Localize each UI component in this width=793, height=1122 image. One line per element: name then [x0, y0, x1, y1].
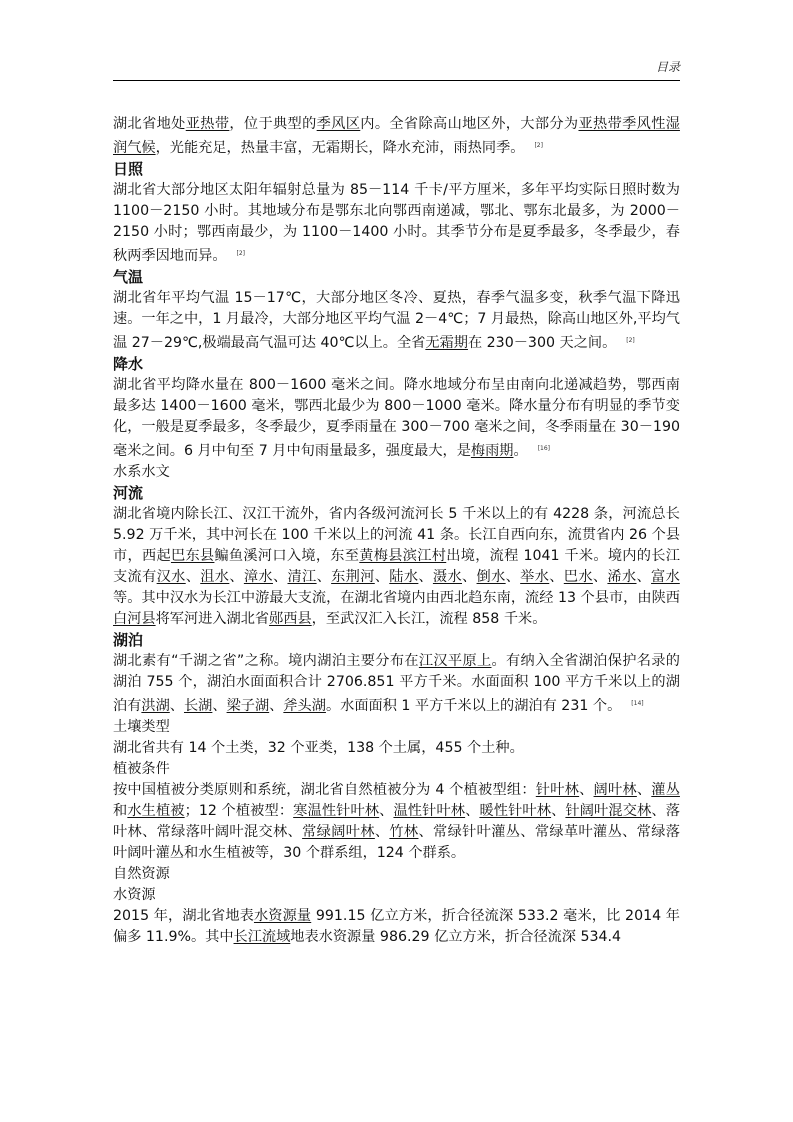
text-run: 。有纳入全省湖泊保护名录的湖泊 755 个，湖泊水面面积合计 2706.851 平方千米。水面面积 100 平方千米以上的湖泊有	[113, 653, 680, 714]
heading-vegetation: 植被条件	[113, 761, 170, 777]
text-run: 、	[465, 803, 480, 819]
text-run: 湖北省共有 14 个土类，32 个亚类，138 个土属，455 个土种。	[113, 740, 524, 756]
text-run: 、	[418, 569, 433, 585]
wiki-link[interactable]: 浠水	[607, 569, 637, 585]
text-run: 将军河进入湖北省	[155, 611, 270, 627]
heading-precipitation: 降水	[113, 355, 144, 373]
text-run: 、	[551, 803, 566, 819]
heading-temperature: 气温	[113, 268, 144, 286]
citation-marker[interactable]: [2]	[534, 142, 543, 149]
wiki-link[interactable]: 竹林	[389, 824, 419, 840]
wiki-link[interactable]: 季风区	[316, 116, 361, 132]
text-run: 湖北省地处	[113, 116, 186, 132]
text-run: 湖北素有“千湖之省”之称。境内湖泊主要分布在	[113, 653, 419, 669]
text-run: 、	[374, 569, 390, 585]
text-run: 等。其中汉水为长江中游最大支流，在湖北省境内由西北趋东南，流经 13 个县市，由陕西	[113, 590, 680, 606]
wiki-link[interactable]: 针阔叶混交林	[565, 803, 652, 819]
wiki-link[interactable]: 长江流域	[233, 929, 291, 945]
wiki-link[interactable]: 亚热带	[185, 116, 230, 132]
citation-marker[interactable]: [2]	[626, 337, 635, 344]
text-run: 、	[169, 698, 184, 714]
heading-water-resources: 水资源	[113, 887, 156, 903]
wiki-link[interactable]: 滨江村	[402, 548, 447, 564]
wiki-link[interactable]: 洪湖	[141, 698, 170, 714]
wiki-link[interactable]: 常绿阔叶林	[302, 824, 375, 840]
heading-sunshine: 日照	[113, 160, 144, 178]
wiki-link[interactable]: 阔叶林	[593, 782, 637, 798]
heading-soil: 土壤类型	[113, 719, 170, 735]
water-resources-paragraph	[113, 906, 680, 948]
wiki-link[interactable]: 陆水	[389, 569, 419, 585]
vegetation-paragraph	[113, 780, 680, 864]
wiki-link[interactable]: 水生植被	[127, 803, 185, 819]
wiki-link[interactable]: 白河县	[113, 611, 156, 627]
wiki-link[interactable]: 东荆河	[331, 569, 375, 585]
text-run: 、	[272, 569, 288, 585]
document-body	[113, 114, 680, 948]
wiki-link[interactable]: 灌丛	[651, 782, 680, 798]
temperature-paragraph	[113, 288, 680, 354]
text-run: ；12 个植被型：	[184, 803, 294, 819]
text-run: 按中国植被分类原则和系统，湖北省自然植被分为 4 个植被型组：	[113, 782, 536, 798]
wiki-link[interactable]: 漳水	[243, 569, 273, 585]
wiki-link[interactable]: 倒水	[476, 569, 506, 585]
wiki-link[interactable]: 黄梅县	[359, 548, 403, 564]
header-rule	[113, 80, 680, 81]
text-run: 、	[505, 569, 521, 585]
text-run: 、	[316, 569, 332, 585]
sunshine-paragraph	[113, 180, 680, 267]
climate-intro-paragraph	[113, 114, 680, 159]
text-run: 、	[229, 569, 244, 585]
header-label: 目录	[655, 60, 680, 74]
rivers-paragraph	[113, 504, 680, 630]
wiki-link[interactable]: 汉水	[156, 569, 186, 585]
wiki-link[interactable]: 长湖	[183, 698, 213, 714]
wiki-link[interactable]: 亚热带季风性湿润气候	[113, 116, 680, 156]
text-run: 、	[592, 569, 608, 585]
text-run: 、	[549, 569, 564, 585]
text-run: 、	[462, 569, 477, 585]
soil-paragraph	[113, 738, 680, 759]
text-run: 、	[636, 569, 652, 585]
text-run: 地表水资源量 986.29 亿立方米，折合径流深 534.4	[290, 929, 622, 945]
wiki-link[interactable]: 暖性针叶林	[479, 803, 552, 819]
lakes-paragraph	[113, 651, 680, 717]
text-run: 出境，流程 1041 千米。境内的长江支流有	[113, 548, 680, 585]
text-run: 、	[636, 782, 652, 798]
citation-marker[interactable]: [16]	[537, 445, 551, 452]
text-run: 、	[212, 698, 227, 714]
wiki-link[interactable]: 清江	[287, 569, 317, 585]
wiki-link[interactable]: 水资源量	[253, 908, 312, 924]
wiki-link[interactable]: 沮水	[200, 569, 230, 585]
text-run: 、落叶林、常绿落叶阔叶混交林、	[113, 803, 680, 840]
text-run: 、	[379, 803, 394, 819]
wiki-link[interactable]: 江汉平原上	[418, 653, 492, 669]
wiki-link[interactable]: 巴东县	[170, 548, 215, 564]
heading-hydrology: 水系水文	[113, 464, 170, 480]
text-run: 2015 年，湖北省地表	[113, 908, 254, 924]
text-run: 湖北省平均降水量在 800－1600 毫米之间。降水地域分布呈由南向北递减趋势，鄂西南最多达 1400－1600 毫米，鄂西北最少为 800－1000 毫米。降水量分布有明显的季节变化，一般是夏季最多，冬季最少，夏季雨量在 300－700 毫米之间，冬季雨量在 30－190 毫米之间。6 月中旬至 7 月中旬雨量最多，强度最大，是	[113, 377, 680, 459]
wiki-link[interactable]: 梅雨期	[470, 443, 514, 459]
text-run: 、	[185, 569, 201, 585]
heading-rivers: 河流	[113, 484, 144, 502]
wiki-link[interactable]: 寒温性针叶林	[293, 803, 380, 819]
wiki-link[interactable]: 针叶林	[535, 782, 580, 798]
text-run: 、	[269, 698, 284, 714]
text-run: ，光能充足，热量丰富，无霜期长，降水充沛，雨热同季。	[155, 140, 525, 156]
citation-marker[interactable]: [14]	[631, 700, 644, 707]
text-run: 。	[513, 443, 528, 459]
text-run: 湖北省大部分地区太阳年辐射总量为 85－114 千卡/平方厘米，多年平均实际日照时数为 1100－2150 小时。其地域分布是鄂东北向鄂西南递减，鄂北、鄂东北最多，为 2000－2150 小时；鄂西南最少，为 1100－1400 小时。其季节分布是夏季最多，冬季最少，春秋两季因地而异。	[113, 182, 680, 264]
wiki-link[interactable]: 温性针叶林	[393, 803, 466, 819]
text-run: 和	[113, 803, 128, 819]
text-run: 在 230－300 天之间。	[467, 335, 617, 351]
text-run: 湖北省境内除长江、汉江干流外，省内各级河流河长 5 千米以上的有 4228 条，河流总长 5.92 万千米，其中河长在 100 千米以上的河流 41 条。长江自西向东，流贯省内 26 个县市，西起	[113, 506, 680, 564]
wiki-link[interactable]: 巴水	[563, 569, 593, 585]
text-run: 内。全省除高山地区外，大部分为	[360, 116, 579, 132]
wiki-link[interactable]: 无霜期	[425, 335, 468, 351]
wiki-link[interactable]: 富水	[651, 569, 680, 585]
text-run: ，位于典型的	[229, 116, 317, 132]
heading-lakes: 湖泊	[113, 631, 144, 649]
text-run: 、	[374, 824, 390, 840]
text-run: 991.15 亿立方米，折合径流深 533.2 毫米，比 2014 年偏多 11.9%。其中	[113, 908, 680, 945]
precipitation-paragraph	[113, 375, 680, 462]
text-run: ，至武汉汇入长江，流程 858 千米。	[311, 611, 547, 627]
heading-natural-resources: 自然资源	[113, 866, 170, 882]
wiki-link[interactable]: 斧头湖	[283, 698, 326, 714]
wiki-link[interactable]: 梁子湖	[226, 698, 270, 714]
text-run: 、	[579, 782, 594, 798]
wiki-link[interactable]: 举水	[520, 569, 550, 585]
text-run: 湖北省年平均气温 15－17℃，大部分地区冬冷、夏热，春季气温多变，秋季气温下降迅速。一年之中，1 月最冷，大部分地区平均气温 2－4℃；7 月最热，除高山地区外,平均气温 27－29℃,极端最高气温可达 40℃以上。全省	[113, 290, 680, 351]
citation-marker[interactable]: [2]	[236, 250, 246, 257]
wiki-link[interactable]: 滠水	[432, 569, 462, 585]
text-run: 鳊鱼溪河口入境，东至	[214, 548, 360, 564]
wiki-link[interactable]: 郧西县	[269, 611, 312, 627]
text-run: 、常绿针叶灌丛、常绿革叶灌丛、常绿落叶阔叶灌丛和水生植被等，30 个群系组，124 个群系。	[113, 824, 680, 861]
text-run: 。水面面积 1 平方千米以上的湖泊有 231 个。	[325, 698, 622, 714]
